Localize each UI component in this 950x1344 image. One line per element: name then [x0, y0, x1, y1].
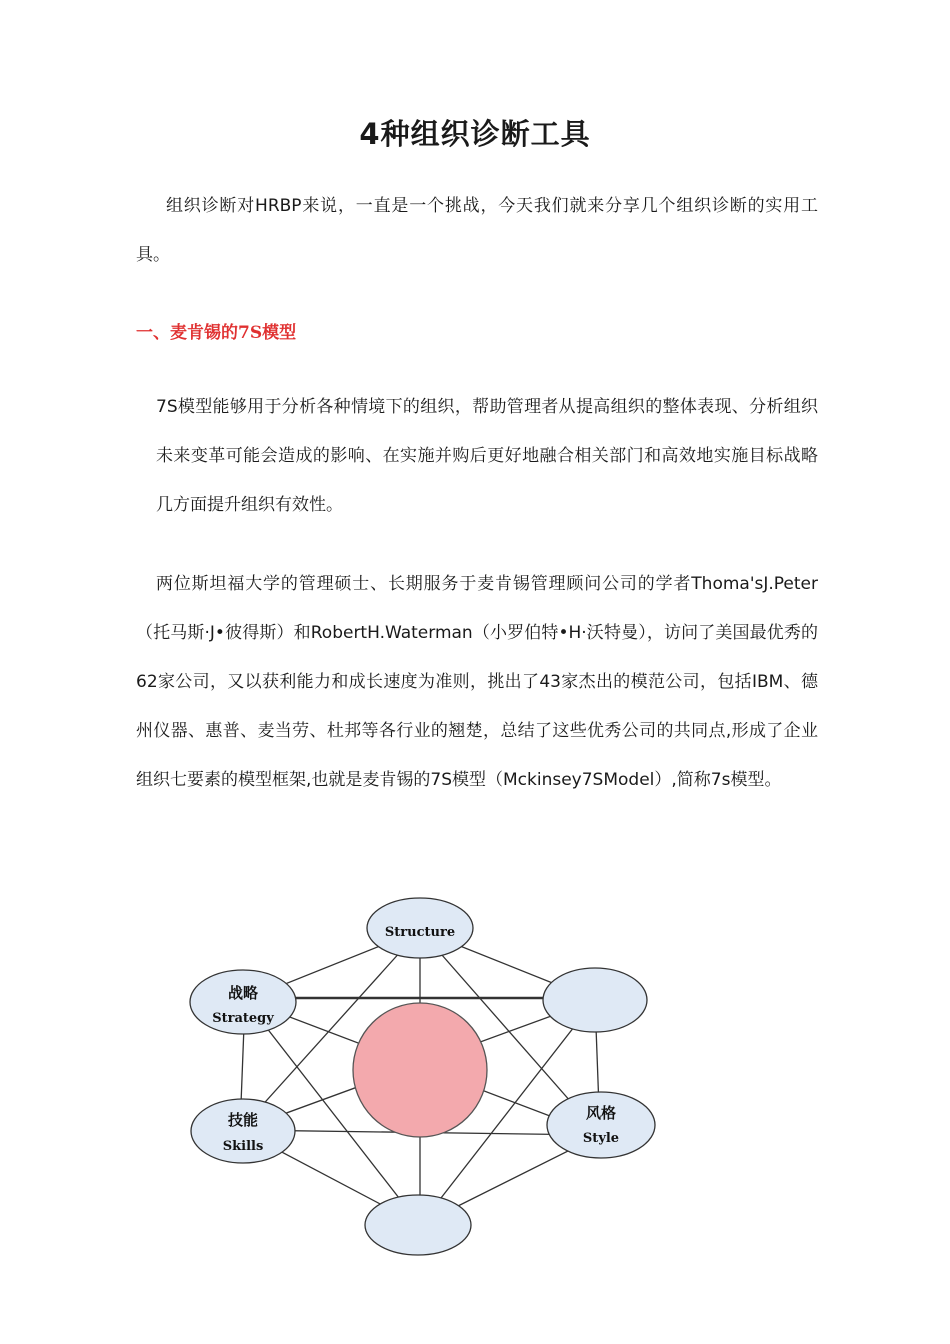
node-bottom: [365, 1195, 471, 1255]
node-skills: [191, 1099, 295, 1163]
node-skills-cn: 技能: [227, 1111, 259, 1129]
node-skills-en: Skills: [222, 1139, 264, 1154]
center-circle: [353, 1003, 487, 1137]
page-title: 4种组织诊断工具: [359, 117, 591, 151]
7s-model-diagram: [180, 880, 670, 1260]
node-upper-right: [543, 968, 647, 1032]
section-heading-7s: 一、麦肯锡的7S模型: [136, 323, 297, 343]
node-structure: [367, 898, 473, 958]
node-strategy: [190, 970, 296, 1034]
section1-paragraph-2: 两位斯坦福大学的管理硕士、长期服务于麦肯锡管理顾问公司的学者Thoma'sJ.Peter（托马斯·J•彼得斯）和RobertH.Waterman（小罗伯特•H·沃特曼），访问了美国最优秀的62家公司，又以获利能力和成长速度为准则，挑出了43家杰出的模范公司，包括IBM、德州仪器、惠普、麦当劳、杜邦等各行业的翘楚，总结了这些优秀公司的共同点,形成了企业组织七要素的模型框架,也就是麦肯锡的7S模型（Mckinsey7SModel）,简称7s模型。: [136, 574, 818, 790]
node-style: [547, 1092, 655, 1158]
node-strategy-cn: 战略: [227, 984, 259, 1002]
node-style-en: Style: [582, 1131, 620, 1146]
section1-paragraph-1: 7S模型能够用于分析各种情境下的组织，帮助管理者从提高组织的整体表现、分析组织未来变革可能会造成的影响、在实施并购后更好地融合相关部门和高效地实施目标战略几方面提升组织有效性。: [156, 397, 818, 515]
node-strategy-en: Strategy: [212, 1011, 274, 1026]
intro-paragraph: 组织诊断对HRBP来说，一直是一个挑战，今天我们就来分享几个组织诊断的实用工具。: [136, 196, 818, 265]
node-style-cn: 风格: [585, 1104, 617, 1122]
node-structure-en: Structure: [384, 925, 456, 940]
